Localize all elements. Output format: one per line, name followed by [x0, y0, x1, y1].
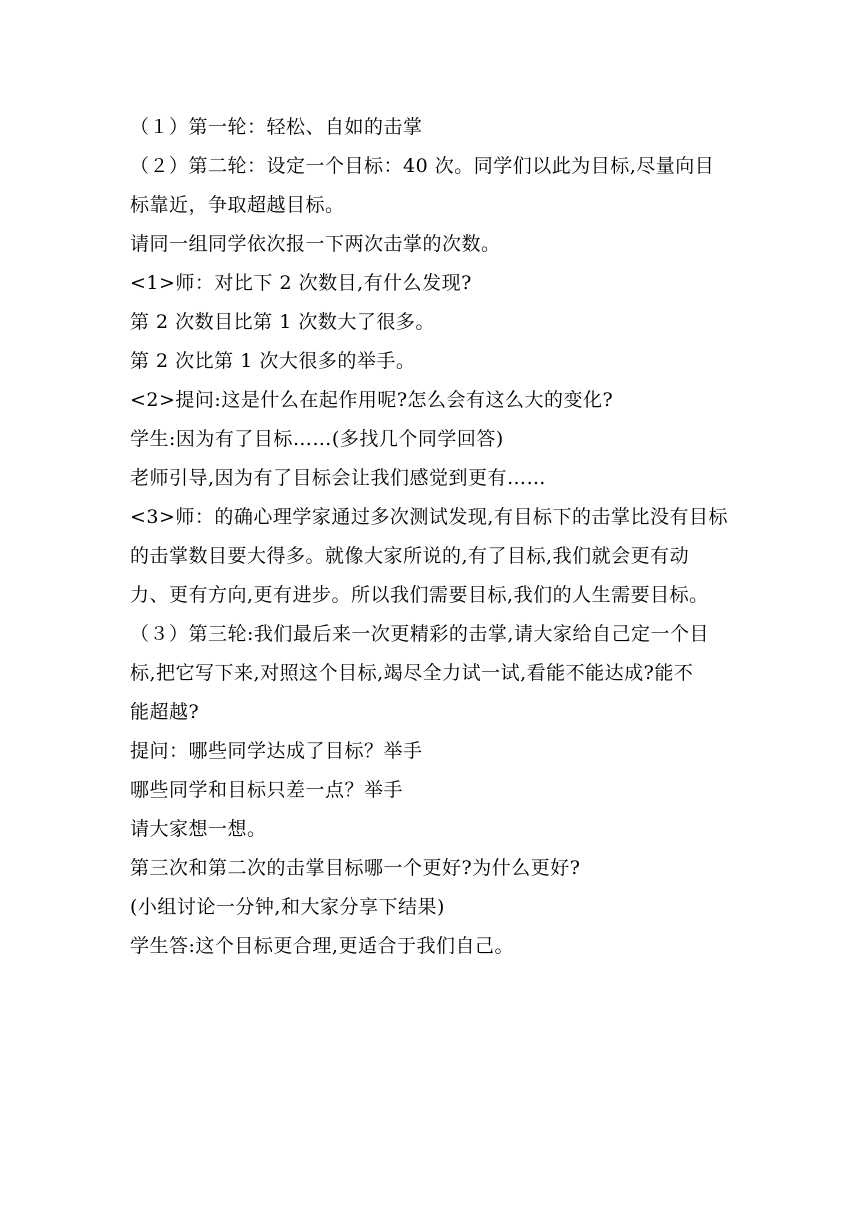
text-line: (小组讨论一分钟,和大家分享下结果) — [130, 896, 445, 918]
text-line: 学生答:这个目标更合理,更适合于我们自己。 — [130, 935, 514, 957]
text-line: 请同一组同学依次报一下两次击掌的次数。 — [130, 233, 501, 255]
text-line: 标,把它写下来,对照这个目标,竭尽全力试一试,看能不能达成?能不 — [130, 662, 694, 684]
text-line: 哪些同学和目标只差一点？举手 — [130, 779, 404, 801]
text-line: 的击掌数目要大得多。就像大家所说的,有了目标,我们就会更有动 — [130, 545, 690, 567]
text-line: 提问：哪些同学达成了目标？举手 — [130, 740, 423, 762]
text-line: 老师引导,因为有了目标会让我们感觉到更有…… — [130, 467, 547, 489]
text-line: 学生:因为有了目标……(多找几个同学回答) — [130, 428, 504, 450]
text-line: 能超越? — [130, 701, 200, 723]
document-body — [130, 108, 740, 966]
text-line: （３）第三轮:我们最后来一次更精彩的击掌,请大家给自己定一个目 — [130, 623, 709, 645]
text-line: 第 2 次数目比第 1 次数大了很多。 — [130, 311, 435, 333]
text-line: <3>师：的确心理学家通过多次测试发现,有目标下的击掌比没有目标 — [130, 506, 728, 528]
text-line: （１）第一轮：轻松、自如的击掌 — [130, 116, 423, 138]
text-line: <1>师：对比下 2 次数目,有什么发现? — [130, 272, 472, 294]
text-line: <2>提问:这是什么在起作用呢?怎么会有这么大的变化? — [130, 389, 614, 411]
text-line: 请大家想一想。 — [130, 818, 267, 840]
text-line: 第三次和第二次的击掌目标哪一个更好?为什么更好? — [130, 857, 581, 879]
text-line: 标靠近，争取超越目标。 — [130, 194, 345, 216]
text-line: 第 2 次比第 1 次大很多的举手。 — [130, 350, 416, 372]
text-line: （２）第二轮：设定一个目标：40 次。同学们以此为目标,尽量向目 — [130, 155, 715, 177]
text-line: 力、更有方向,更有进步。所以我们需要目标,我们的人生需要目标。 — [130, 584, 709, 606]
